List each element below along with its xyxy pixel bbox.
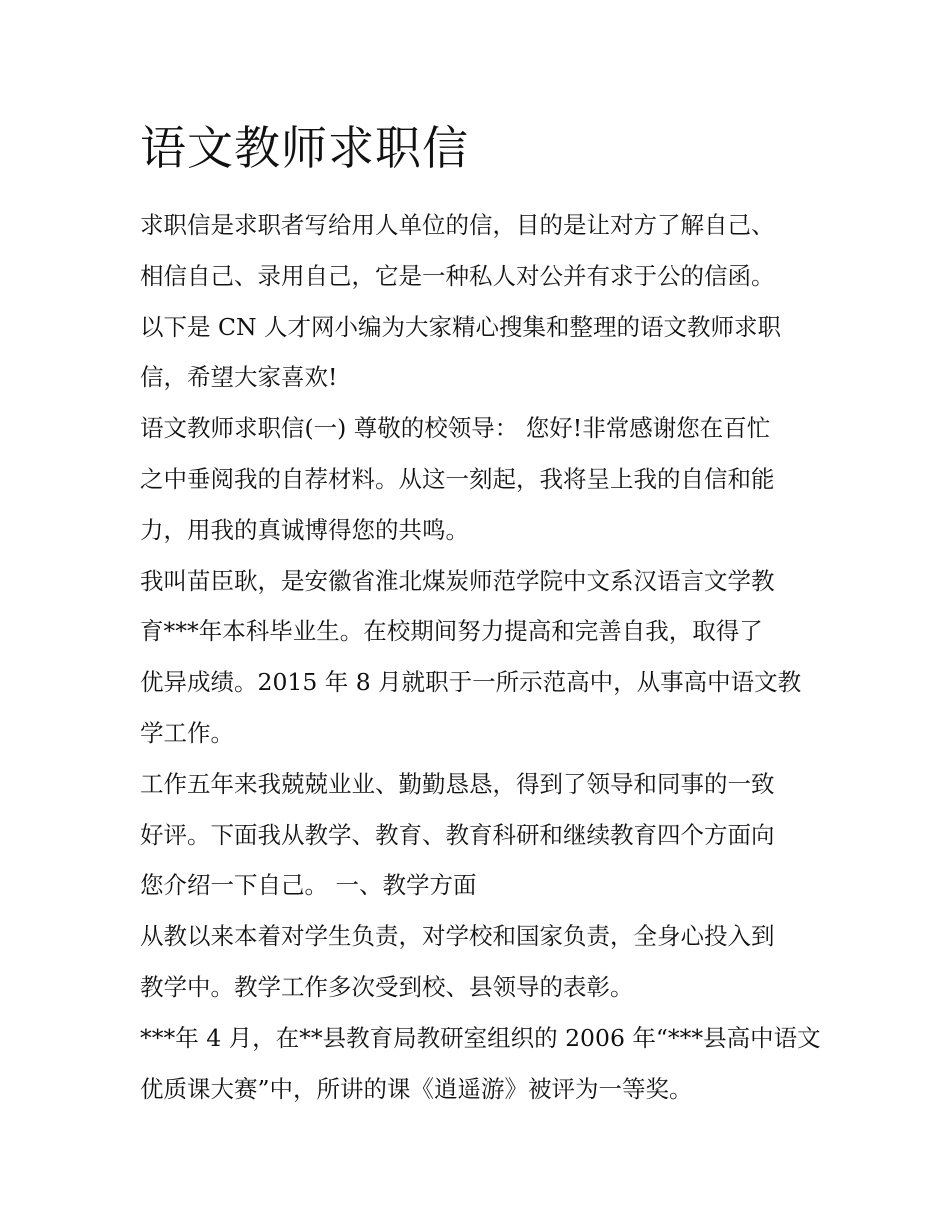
document-body: [140, 200, 820, 1114]
body-line: 我叫苗臣耿，是安徽省淮北煤炭师范学院中文系汉语言文学教: [140, 566, 775, 595]
body-line: ***年 4 月，在**县教育局教研室组织的 2006 年“***县高中语文: [140, 1023, 821, 1052]
body-line: 教学中。教学工作多次受到校、县领导的表彰。: [140, 972, 634, 1001]
document-title: 语文教师求职信: [140, 121, 469, 175]
body-line: 力，用我的真诚博得您的共鸣。: [140, 515, 469, 544]
body-line: 语文教师求职信(一) 尊敬的校领导： 您好!非常感谢您在百忙: [140, 414, 771, 443]
body-line: 优异成绩。2015 年 8 月就职于一所示范高中，从事高中语文教: [140, 668, 802, 697]
body-line: 相信自己、录用自己，它是一种私人对公并有求于公的信函。: [140, 261, 775, 290]
body-line: 工作五年来我兢兢业业、勤勤恳恳，得到了领导和同事的一致: [140, 769, 775, 798]
body-line: 以下是 CN 人才网小编为大家精心搜集和整理的语文教师求职: [140, 312, 781, 341]
body-line: 优质课大赛”中，所讲的课《逍遥游》被评为一等奖。: [140, 1074, 693, 1103]
body-line: 信，希望大家喜欢!: [140, 363, 338, 392]
body-line: 您介绍一下自己。 一、教学方面: [140, 871, 477, 900]
body-line: 求职信是求职者写给用人单位的信，目的是让对方了解自己、: [140, 211, 775, 239]
body-line: 好评。下面我从教学、教育、教育科研和继续教育四个方面向: [140, 820, 775, 849]
body-line: 之中垂阅我的自荐材料。从这一刻起，我将呈上我的自信和能: [140, 464, 775, 493]
body-line: 育***年本科毕业生。在校期间努力提高和完善自我，取得了: [140, 617, 763, 646]
body-line: 学工作。: [140, 718, 234, 747]
body-line: 从教以来本着对学生负责，对学校和国家负责，全身心投入到: [140, 922, 775, 951]
